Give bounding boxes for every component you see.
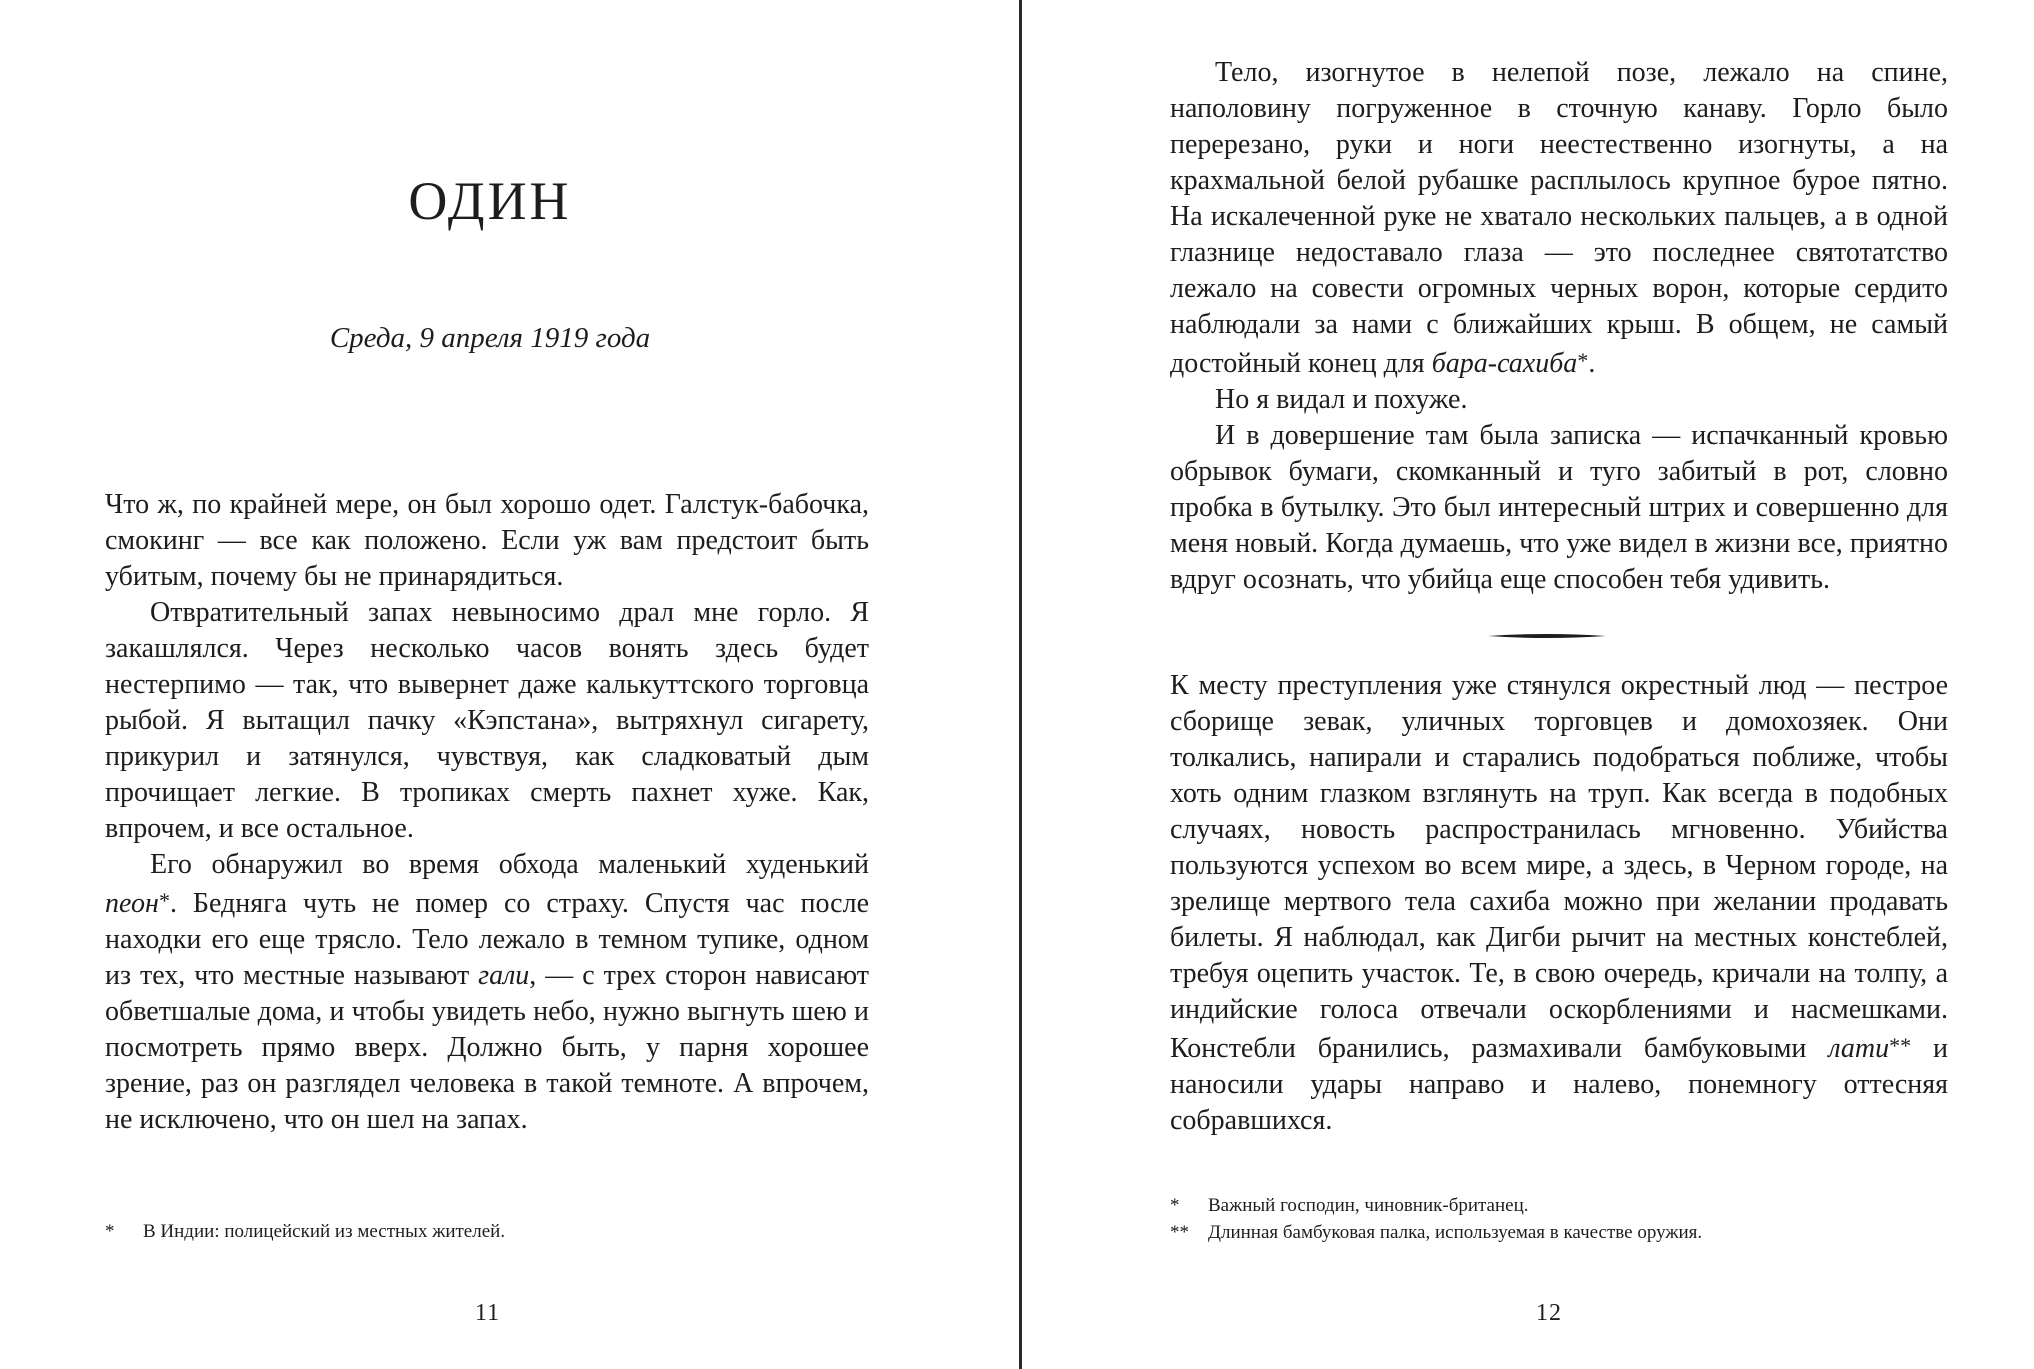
footnote	[105, 1218, 865, 1245]
footnote-symbol: *	[105, 1221, 115, 1242]
page-number: 12	[1536, 1300, 1562, 1326]
paragraph: Что ж, по крайней мере, он был хорошо одет. Галстук-бабочка, смокинг — все как положено. Если уж вам предстоит быть убитым, почему бы не принарядиться.	[105, 489, 869, 592]
paragraph: Его обнаружил во время обхода маленький худенький пеон*. Бедняга чуть не помер со страху. Спустя час после находки его еще трясло. Тело лежало в темном тупике, одном из тех, что местные называют гали, — с трех сторон нависают обветшалые дома, и чтобы увидеть небо, нужно выгнуть шею и посмотреть прямо вверх. Должно быть, у парня хорошее зрение, раз он разглядел человека в такой темноте. А впрочем, не исключено, что он шел на запах.	[105, 849, 869, 1135]
footnote-text: Длинная бамбуковая палка, используемая в качестве оружия.	[1208, 1222, 1703, 1243]
chapter-date: Среда, 9 апреля 1919 года	[329, 322, 651, 354]
footnote	[1170, 1192, 1948, 1219]
chapter-title: ОДИН	[408, 171, 572, 231]
italic-term: лати	[1828, 1033, 1890, 1064]
footnote-symbol: **	[1170, 1222, 1189, 1243]
footnote-mark: **	[1889, 1033, 1912, 1058]
paragraph: К месту преступления уже стянулся окрестный люд — пестрое сборище зевак, уличных торговцев и домохозяек. Они толкались, напирали и старались подобраться поближе, чтобы хоть одним глазком взглянуть на труп. Как всегда в подобных случаях, новость распространилась мгновенно. Убийства пользуются успехом во всем мире, а здесь, в Черном городе, на зрелище мертвого тела сахиба можно при желании продавать билеты. Я наблюдал, как Дигби рычит на местных констеблей, требуя оцепить участок. Те, в свою очередь, кричали на толпу, а индийские голоса отвечали оскорблениями и насмешками. Констебли бранились, размахивали бамбуковыми лати** и наносили удары направо и налево, понемногу оттесняя собравшихся.	[1170, 670, 1949, 1136]
italic-term: пеон	[105, 888, 159, 919]
footnote-text: Важный господин, чиновник-британец.	[1208, 1195, 1529, 1216]
left-body-text	[105, 487, 869, 1138]
right-footnotes	[1170, 1192, 1948, 1246]
right-page	[1022, 0, 2034, 1369]
footnote-text: В Индии: полицейский из местных жителей.	[143, 1221, 506, 1242]
paragraph: Отвратительный запах невыносимо драл мне горло. Я закашлялся. Через несколько часов вонять здесь будет нестерпимо — так, что вывернет даже калькуттского торговца рыбой. Я вытащил пачку «Кэпстана», вытряхнул сигарету, прикурил и затянулся, чувствуя, как сладковатый дым прочищает легкие. В тропиках смерть пахнет хуже. Как, впрочем, и все остальное.	[105, 597, 869, 844]
footnote	[1170, 1219, 1948, 1246]
paragraph: Но я видал и похуже.	[1215, 384, 1468, 415]
footnote-symbol: *	[1170, 1195, 1180, 1216]
paragraph: Тело, изогнутое в нелепой позе, лежало на спине, наполовину погруженное в сточную канаву. Горло было перерезано, руки и ноги неестественно изогнуты, а на крахмальной белой рубашке расплылось крупное бурое пятно. На искалеченной руке не хватало нескольких пальцев, а в одной глазнице недоставало глаза — это последнее святотатство лежало на совести огромных черных ворон, которые сердито наблюдали за нами с ближайших крыш. В общем, не самый достойный конец для бара-сахиба*.	[1170, 57, 1948, 379]
right-body-text-top	[1170, 55, 1948, 598]
footnote-mark: *	[1577, 348, 1589, 373]
footnote-mark: *	[158, 888, 170, 913]
italic-term: гали	[478, 960, 530, 991]
italic-term: бара-сахиба	[1431, 348, 1578, 379]
right-body-text-bottom	[1170, 668, 1948, 1139]
section-separator-ornament	[1488, 632, 1606, 640]
paragraph: И в довершение там была записка — испачканный кровью обрывок бумаги, скомканный и туго забитый в рот, словно пробка в бутылку. Это был интересный штрих и совершенно для меня новый. Когда думаешь, что уже видел в жизни все, приятно вдруг осознать, что убийца еще способен тебя удивить.	[1170, 420, 1948, 595]
left-footnotes	[105, 1218, 865, 1245]
page-number: 11	[475, 1300, 501, 1326]
